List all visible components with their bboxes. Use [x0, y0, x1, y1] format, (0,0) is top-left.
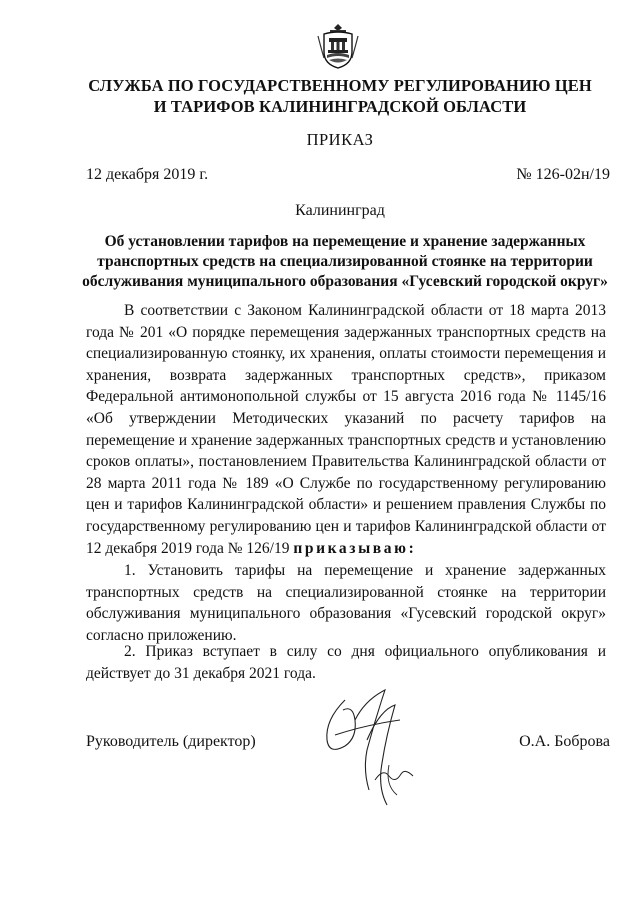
- handwritten-signature: [305, 680, 425, 820]
- signer-role: Руководитель (директор): [86, 733, 256, 750]
- subject-line-1: Об установлении тарифов на перемещение и хранение задержанных: [104, 233, 586, 250]
- organization-title-line-1: СЛУЖБА ПО ГОСУДАРСТВЕННОМУ РЕГУЛИРОВАНИЮ ЦЕН: [88, 76, 592, 95]
- organization-title: [40, 75, 640, 117]
- preamble-text: В соответствии с Законом Калининградской области от 18 марта 2013 года № 201 «О порядке перемещения задержанных транспортных средств на специализированную стоянку, их хранения, оплаты стоимости перемещения и хранения, возврата задержанных транспортных средств», приказом Федеральной антимонопольной службы от 15 августа 2016 года № 1145/16 «Об утверждении Методических указаний по расчету тарифов на перемещение и хранение задержанных транспортных средств и установлению сроков оплаты», постановлением Правительства Калининградской области от 28 марта 2011 года № 189 «О Службе по государственному регулированию цен и тарифов Калининградской области» и решением правления Службы по государственному регулированию цен и тарифов Калининградской области от 12 декабря 2019 года № 126/19: [86, 302, 606, 557]
- coat-of-arms-emblem: [316, 22, 360, 70]
- order-item-2: 2. Приказ вступает в силу со дня официального опубликования и действует до 31 декабря 2021 года.: [86, 643, 606, 682]
- subject-line-3: обслуживания муниципального образования «Гусевский городской округ»: [82, 273, 608, 290]
- order-keyword: приказываю:: [293, 539, 417, 557]
- document-type: ПРИКАЗ: [306, 130, 374, 149]
- document-city: Калининград: [295, 202, 385, 219]
- document-number: № 126-02н/19: [516, 166, 610, 183]
- organization-title-line-2: И ТАРИФОВ КАЛИНИНГРАДСКОЙ ОБЛАСТИ: [153, 97, 527, 116]
- subject-line-2: транспортных средств на специализированной стоянке на территории: [97, 253, 593, 270]
- preamble-paragraph: [86, 300, 606, 559]
- signer-name: О.А. Боброва: [519, 733, 610, 750]
- order-item-1: 1. Установить тарифы на перемещение и хранение задержанных транспортных средств на специализированной стоянке на территории обслуживания муниципального образования «Гусевский городской округ» согласно приложению.: [86, 562, 606, 644]
- document-date: 12 декабря 2019 г.: [86, 166, 209, 183]
- document-subject: [80, 232, 610, 292]
